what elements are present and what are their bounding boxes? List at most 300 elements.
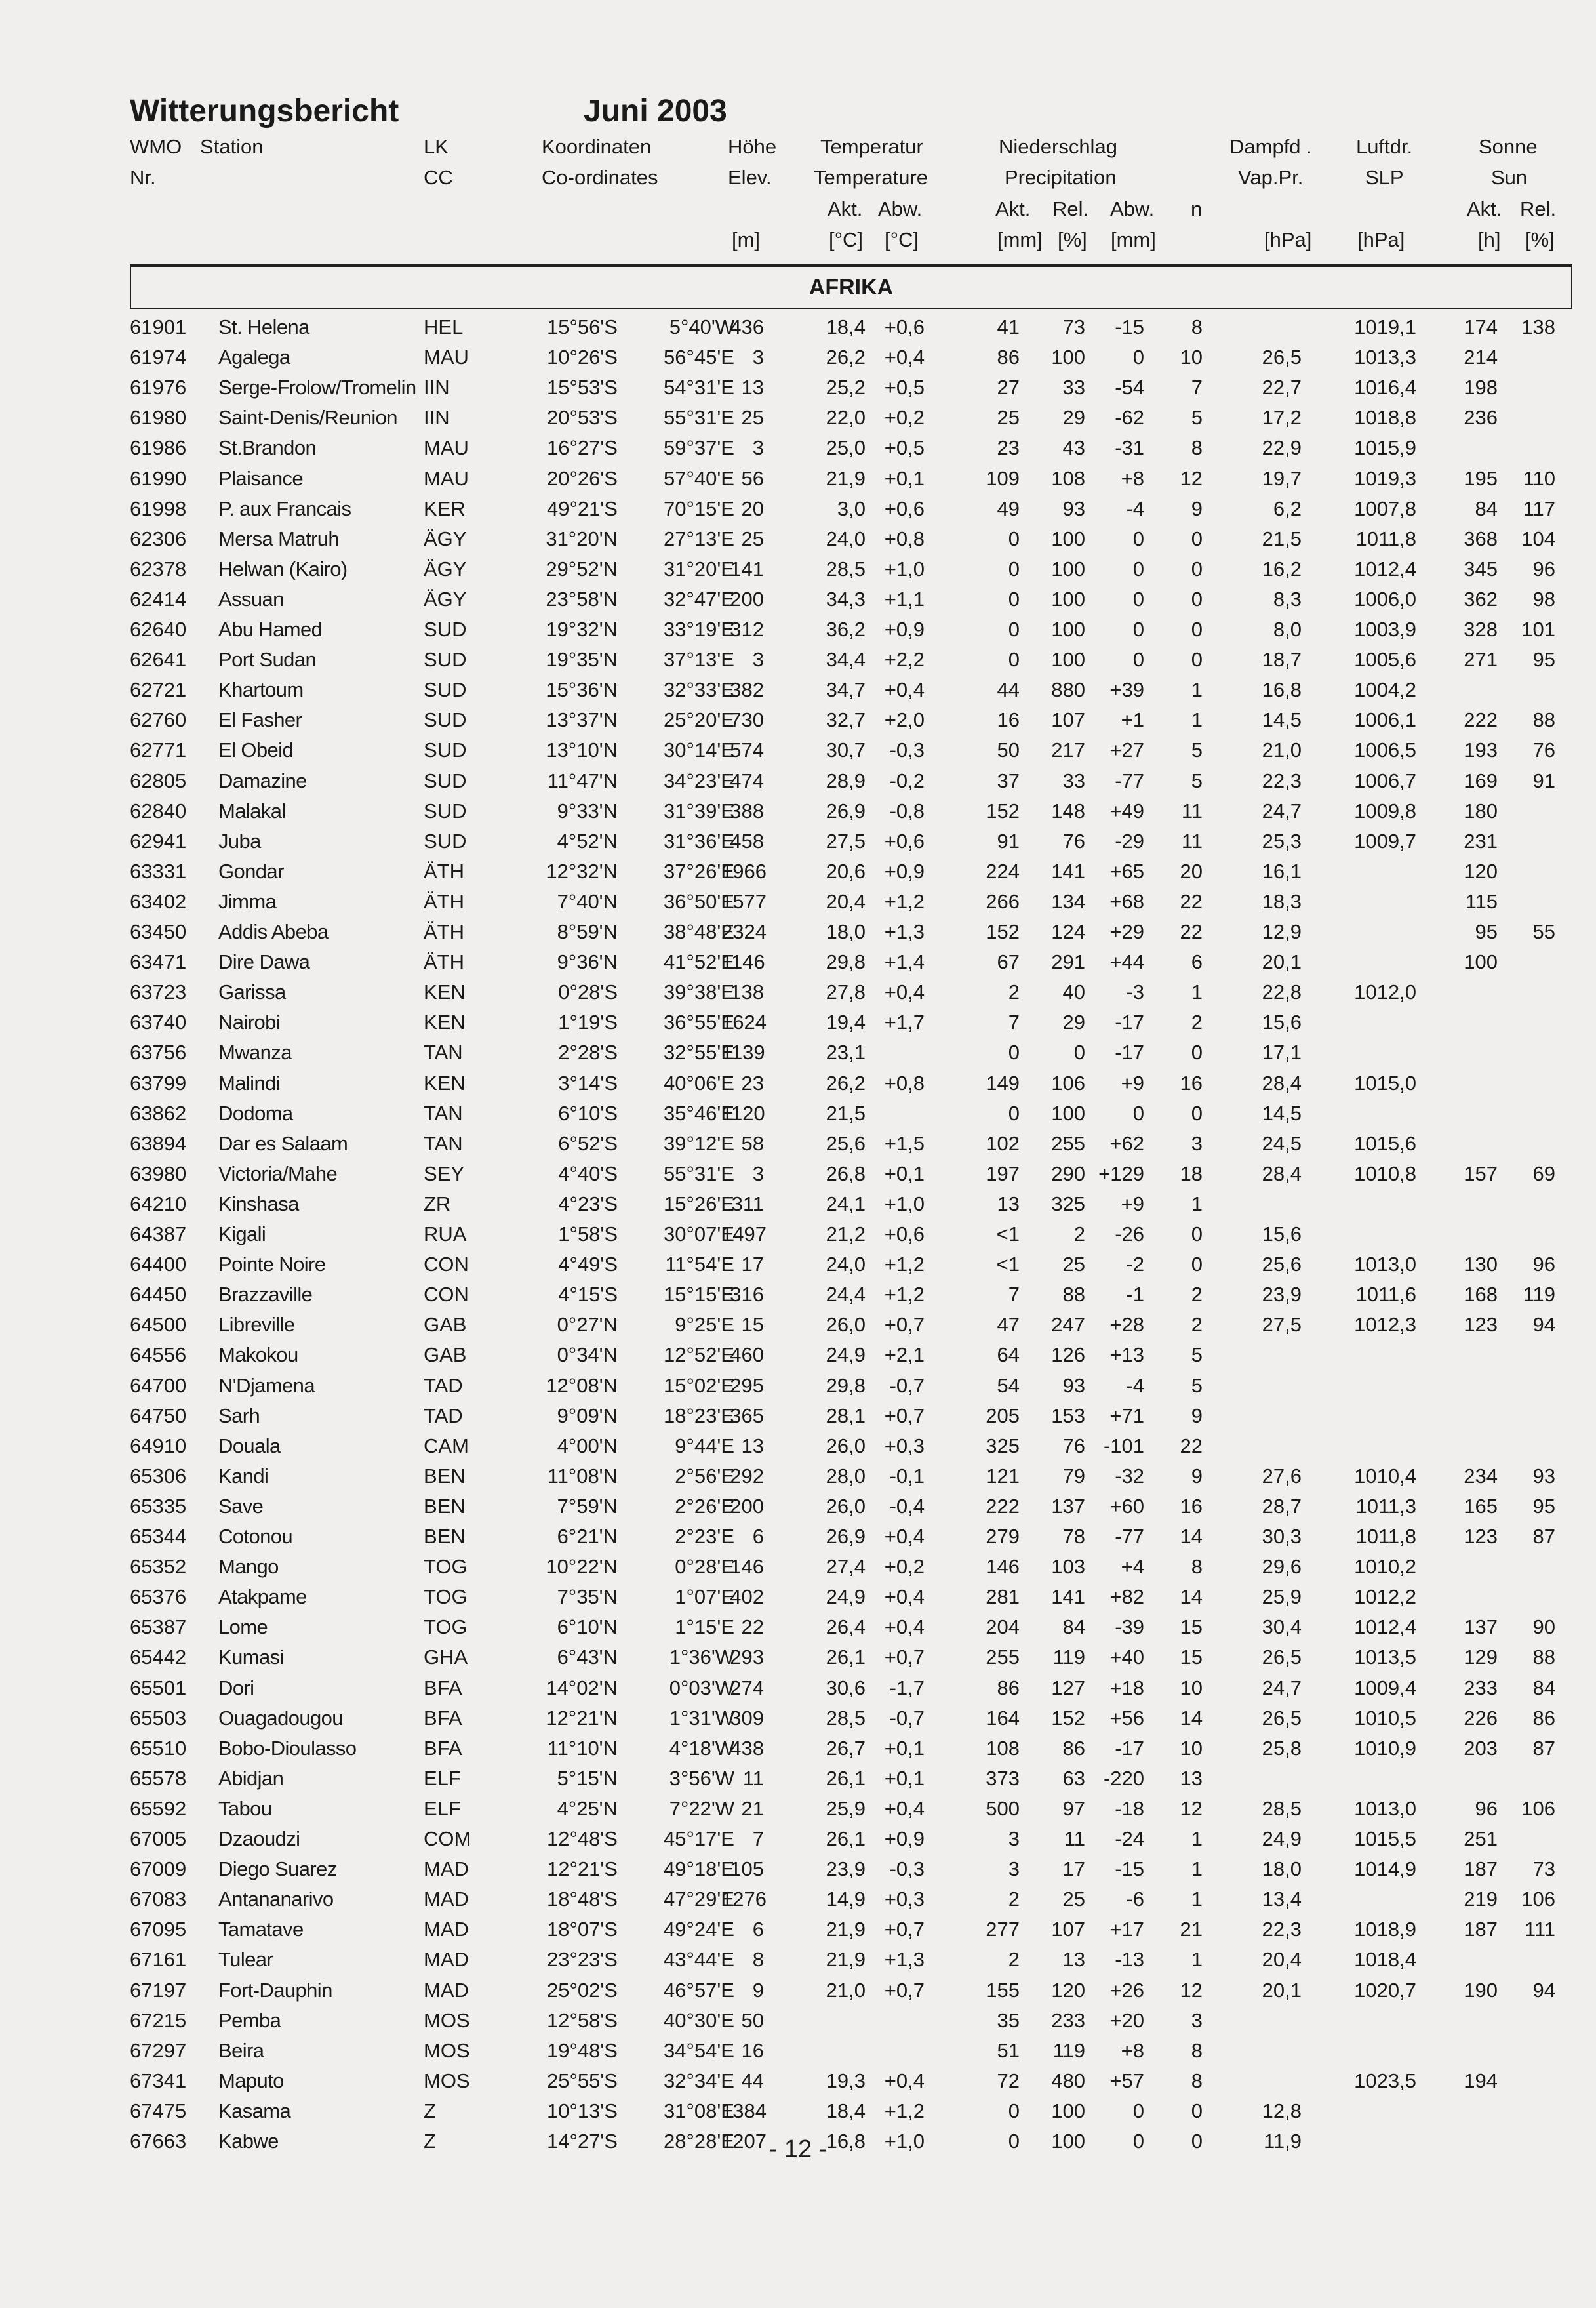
report-month: Juni 2003 [584, 94, 727, 129]
cell-latitude: 7°40'N [557, 889, 618, 913]
cell-temp-akt: 26,0 [826, 1434, 866, 1457]
cell-elevation: 402 [730, 1585, 764, 1609]
header-unit-vap: [hPa] [1264, 228, 1312, 251]
cell-country: Z [424, 2099, 436, 2122]
cell-wmo-nr: 61998 [130, 496, 187, 520]
cell-prec-rel: 40 [1062, 981, 1085, 1004]
cell-prec-days: 5 [1191, 739, 1203, 762]
cell-temp-abw: -0,2 [889, 769, 925, 792]
cell-prec-akt: 47 [997, 1313, 1020, 1337]
cell-temp-abw: -0,7 [889, 1373, 925, 1397]
cell-country: SUD [424, 678, 467, 702]
cell-station: Fort-Dauphin [218, 1978, 332, 2002]
cell-elevation: 1207 [721, 2130, 767, 2153]
cell-latitude: 25°02'S [547, 1978, 618, 2002]
cell-temp-abw: -0,8 [889, 799, 925, 822]
cell-wmo-nr: 62414 [130, 587, 187, 611]
cell-temp-abw: +1,2 [884, 889, 925, 913]
cell-country: TAN [424, 1101, 463, 1125]
cell-prec-akt: 72 [997, 2069, 1020, 2092]
cell-prec-rel: 25 [1062, 1888, 1085, 1911]
table-row [0, 2006, 1596, 2036]
header-sun: Sun [1491, 166, 1528, 189]
table-row [0, 554, 1596, 584]
table-row [0, 1310, 1596, 1340]
cell-wmo-nr: 67095 [130, 1918, 187, 1941]
table-row [0, 1401, 1596, 1431]
cell-wmo-nr: 64556 [130, 1343, 187, 1367]
table-row [0, 977, 1596, 1007]
cell-temp-akt: 27,5 [826, 829, 866, 853]
cell-prec-rel: 79 [1062, 1464, 1085, 1488]
cell-latitude: 12°32'N [546, 859, 618, 883]
cell-prec-rel: 126 [1051, 1343, 1085, 1367]
cell-prec-akt: 0 [1008, 1041, 1020, 1064]
cell-wmo-nr: 65306 [130, 1464, 187, 1488]
cell-wmo-nr: 63740 [130, 1011, 187, 1034]
cell-prec-abw: 0 [1132, 2099, 1144, 2122]
cell-country: GAB [424, 1313, 467, 1337]
cell-prec-abw: -4 [1126, 496, 1144, 520]
cell-longitude: 35°46'E [664, 1101, 734, 1125]
cell-latitude: 4°52'N [557, 829, 618, 853]
cell-prec-rel: 76 [1062, 1434, 1085, 1457]
cell-wmo-nr: 61901 [130, 315, 187, 338]
cell-latitude: 4°40'S [558, 1162, 618, 1185]
header-temperature: Temperature [814, 166, 928, 189]
cell-wmo-nr: 61986 [130, 436, 187, 460]
cell-prec-abw: +26 [1109, 1978, 1144, 2002]
cell-elevation: 13 [741, 1434, 764, 1457]
cell-temp-abw: +2,0 [884, 708, 925, 732]
cell-country: SUD [424, 618, 467, 641]
cell-latitude: 4°15'S [558, 1283, 618, 1306]
cell-longitude: 36°55'E [664, 1011, 734, 1034]
cell-prec-days: 5 [1191, 1373, 1203, 1397]
cell-prec-abw: +20 [1109, 2008, 1144, 2032]
cell-temp-akt: 26,0 [826, 1313, 866, 1337]
cell-station: Kigali [218, 1223, 266, 1245]
cell-prec-abw: +28 [1109, 1313, 1144, 1337]
cell-prec-rel: 88 [1062, 1283, 1085, 1306]
cell-prec-abw: +8 [1121, 2038, 1144, 2062]
cell-station: Addis Abeba [218, 920, 329, 943]
cell-prec-rel: 255 [1051, 1131, 1085, 1155]
cell-temp-akt: 24,0 [826, 1253, 866, 1276]
cell-temp-akt: 34,4 [826, 648, 866, 672]
cell-elevation: 1139 [721, 1041, 765, 1064]
cell-vap-pr: 15,6 [1262, 1011, 1302, 1034]
region-label: AFRIKA [808, 275, 894, 300]
cell-prec-rel: 148 [1051, 799, 1085, 822]
cell-vap-pr: 24,7 [1262, 799, 1302, 822]
cell-sun-akt: 168 [1464, 1283, 1498, 1306]
cell-temp-abw: +1,2 [884, 1253, 925, 1276]
cell-latitude: 11°10'N [547, 1736, 618, 1760]
cell-country: Z [424, 2130, 436, 2153]
cell-prec-days: 1 [1191, 708, 1203, 732]
cell-prec-abw: 0 [1132, 2130, 1144, 2153]
cell-country: COM [424, 1827, 471, 1850]
cell-latitude: 0°27'N [557, 1313, 618, 1337]
cell-temp-abw: +1,2 [884, 1283, 925, 1306]
cell-sun-akt: 174 [1464, 315, 1498, 338]
cell-wmo-nr: 63723 [130, 981, 187, 1004]
cell-prec-rel: 0 [1073, 1041, 1085, 1064]
header-unit-sun: [h] [1478, 228, 1501, 251]
cell-wmo-nr: 65501 [130, 1676, 187, 1699]
cell-latitude: 8°59'N [557, 920, 618, 943]
cell-sun-akt: 345 [1464, 557, 1498, 580]
cell-wmo-nr: 62840 [130, 799, 187, 822]
cell-longitude: 34°54'E [664, 2038, 734, 2062]
cell-station: Bobo-Dioulasso [218, 1736, 357, 1760]
cell-country: ÄGY [424, 527, 467, 550]
cell-longitude: 30°07'E [664, 1223, 734, 1245]
cell-sun-rel: 95 [1532, 648, 1555, 672]
header-prec-n: n [1191, 197, 1203, 220]
cell-prec-days: 2 [1191, 1011, 1203, 1034]
cell-wmo-nr: 65344 [130, 1525, 187, 1548]
cell-longitude: 37°26'E [664, 859, 734, 883]
header-unit-sun-rel: [%] [1525, 228, 1555, 251]
header-niederschlag: Niederschlag [999, 135, 1117, 158]
cell-temp-abw: +0,7 [884, 1978, 925, 2002]
cell-vap-pr: 8,0 [1273, 618, 1302, 641]
cell-longitude: 2°56'E [675, 1464, 734, 1488]
cell-temp-abw: +0,4 [884, 1525, 925, 1548]
cell-temp-abw: +0,8 [884, 1071, 925, 1095]
cell-prec-abw: +29 [1109, 920, 1144, 943]
cell-prec-abw: -220 [1103, 1766, 1144, 1790]
cell-station: Damazine [218, 769, 307, 792]
cell-prec-days: 20 [1180, 859, 1203, 883]
cell-temp-akt: 29,8 [826, 950, 866, 974]
cell-sun-akt: 214 [1464, 346, 1498, 369]
cell-prec-abw: +18 [1109, 1676, 1144, 1699]
cell-vap-pr: 15,6 [1262, 1223, 1302, 1245]
cell-elevation: 1966 [721, 859, 767, 883]
cell-prec-rel: 2 [1073, 1223, 1085, 1245]
cell-longitude: 45°17'E [664, 1827, 734, 1850]
cell-station: Mersa Matruh [218, 527, 340, 550]
table-row [0, 1733, 1596, 1764]
cell-latitude: 10°22'N [546, 1555, 618, 1579]
cell-wmo-nr: 67197 [130, 1978, 187, 2002]
cell-temp-akt: 19,3 [826, 2069, 866, 2092]
cell-longitude: 9°44'E [675, 1434, 734, 1457]
cell-elevation: 574 [730, 739, 764, 762]
table-row [0, 1854, 1596, 1884]
cell-sun-akt: 198 [1464, 376, 1498, 399]
cell-temp-abw: +0,9 [884, 859, 925, 883]
cell-temp-akt: 26,8 [826, 1162, 866, 1185]
table-row [0, 1461, 1596, 1491]
cell-prec-abw: -2 [1126, 1253, 1144, 1276]
cell-sun-akt: 187 [1464, 1857, 1498, 1881]
cell-country: SUD [424, 739, 467, 762]
cell-prec-akt: 0 [1008, 2130, 1020, 2153]
cell-longitude: 15°26'E [664, 1192, 734, 1215]
cell-longitude: 4°18'W [669, 1736, 734, 1760]
table-row [0, 1340, 1596, 1370]
cell-station: P. aux Francais [218, 496, 351, 520]
cell-prec-days: 1 [1191, 1857, 1203, 1881]
cell-prec-days: 6 [1191, 950, 1203, 974]
cell-longitude: 39°12'E [664, 1131, 734, 1155]
cell-country: CAM [424, 1434, 469, 1457]
cell-prec-days: 14 [1180, 1525, 1203, 1548]
cell-prec-akt: 222 [986, 1494, 1020, 1518]
cell-prec-days: 8 [1191, 315, 1203, 338]
cell-elevation: 22 [741, 1615, 764, 1639]
cell-country: ÄTH [424, 889, 464, 913]
cell-wmo-nr: 64387 [130, 1223, 187, 1245]
cell-prec-akt: 0 [1008, 648, 1020, 672]
cell-country: MAU [424, 436, 469, 460]
cell-temp-akt: 26,1 [826, 1766, 866, 1790]
cell-prec-rel: 325 [1051, 1192, 1085, 1215]
cell-station: St. Helena [218, 315, 309, 338]
cell-prec-rel: 78 [1062, 1525, 1085, 1548]
cell-latitude: 4°23'S [558, 1192, 618, 1215]
cell-longitude: 31°36'E [664, 829, 734, 853]
table-row [0, 1914, 1596, 1945]
cell-latitude: 14°27'S [547, 2130, 618, 2153]
cell-prec-akt: 54 [997, 1373, 1020, 1397]
cell-latitude: 7°35'N [557, 1585, 618, 1609]
cell-elevation: 292 [730, 1464, 764, 1488]
header-temp-abw: Abw. [878, 197, 923, 220]
cell-prec-akt: 49 [997, 496, 1020, 520]
cell-latitude: 29°52'N [546, 557, 618, 580]
table-row [0, 705, 1596, 735]
cell-temp-akt: 34,3 [826, 587, 866, 611]
cell-prec-abw: +27 [1109, 739, 1144, 762]
cell-temp-abw: +0,7 [884, 1313, 925, 1337]
header-luftdruck: Luftdr. [1356, 135, 1413, 158]
cell-elevation: 2324 [721, 920, 767, 943]
table-row [0, 1794, 1596, 1824]
cell-temp-abw: +1,4 [884, 950, 925, 974]
cell-station: Khartoum [218, 678, 304, 702]
cell-vap-pr: 22,8 [1262, 981, 1302, 1004]
cell-country: MAD [424, 1948, 469, 1972]
cell-temp-abw: -0,7 [889, 1706, 925, 1730]
cell-wmo-nr: 64910 [130, 1434, 187, 1457]
table-row [0, 1673, 1596, 1703]
cell-prec-rel: 84 [1062, 1615, 1085, 1639]
cell-prec-akt: 277 [986, 1918, 1020, 1941]
table-row [0, 796, 1596, 826]
cell-sun-rel: 88 [1532, 708, 1555, 732]
cell-prec-abw: -15 [1115, 315, 1144, 338]
cell-vap-pr: 28,4 [1262, 1162, 1302, 1185]
cell-prec-rel: 880 [1051, 678, 1085, 702]
cell-station: Agalega [218, 346, 290, 369]
cell-prec-days: 14 [1180, 1585, 1203, 1609]
cell-longitude: 12°52'E [664, 1343, 734, 1367]
cell-prec-days: 1 [1191, 678, 1203, 702]
cell-country: RUA [424, 1223, 467, 1245]
cell-vap-pr: 28,5 [1262, 1796, 1302, 1820]
cell-station: Maputo [218, 2069, 284, 2092]
cell-sun-rel: 117 [1523, 496, 1555, 520]
cell-sun-akt: 96 [1475, 1796, 1498, 1820]
cell-prec-days: 1 [1191, 1827, 1203, 1850]
cell-prec-abw: +1 [1121, 708, 1144, 732]
cell-prec-rel: 290 [1051, 1162, 1085, 1185]
cell-prec-abw: +68 [1109, 889, 1144, 913]
cell-prec-akt: 2 [1008, 1888, 1020, 1911]
cell-station: Malindi [218, 1071, 281, 1095]
cell-vap-pr: 16,2 [1262, 557, 1302, 580]
cell-prec-akt: 205 [986, 1404, 1020, 1427]
cell-slp: 1015,5 [1354, 1827, 1416, 1850]
cell-longitude: 30°14'E [664, 739, 734, 762]
cell-prec-rel: 480 [1051, 2069, 1085, 2092]
cell-prec-days: 18 [1180, 1162, 1203, 1185]
cell-temp-akt: 21,9 [826, 1948, 866, 1972]
cell-prec-akt: 16 [997, 708, 1020, 732]
cell-prec-akt: 2 [1008, 1948, 1020, 1972]
cell-elevation: 309 [730, 1706, 764, 1730]
cell-prec-days: 22 [1180, 920, 1203, 943]
cell-temp-akt: 23,1 [826, 1041, 866, 1064]
cell-temp-akt: 26,1 [826, 1827, 866, 1850]
cell-elevation: 20 [741, 496, 764, 520]
cell-prec-abw: +71 [1109, 1404, 1144, 1427]
cell-temp-abw: +0,8 [884, 527, 925, 550]
cell-prec-days: 8 [1191, 2038, 1203, 2062]
cell-prec-days: 12 [1180, 1978, 1203, 2002]
cell-country: TOG [424, 1555, 468, 1579]
cell-slp: 1006,7 [1354, 769, 1416, 792]
cell-vap-pr: 14,5 [1262, 1101, 1302, 1125]
cell-longitude: 34°23'E [664, 769, 734, 792]
cell-prec-days: 0 [1191, 2099, 1203, 2122]
cell-longitude: 25°20'E [664, 708, 734, 732]
cell-prec-akt: 204 [986, 1615, 1020, 1639]
cell-country: SUD [424, 648, 467, 672]
cell-country: MAU [424, 346, 469, 369]
cell-slp: 1009,7 [1354, 829, 1416, 853]
cell-prec-rel: 29 [1062, 406, 1085, 430]
cell-temp-akt: 36,2 [826, 618, 866, 641]
cell-prec-days: 8 [1191, 436, 1203, 460]
cell-temp-akt: 24,1 [826, 1192, 866, 1215]
cell-elevation: 8 [752, 1948, 764, 1972]
cell-prec-abw: +39 [1109, 678, 1144, 702]
cell-latitude: 16°27'S [547, 436, 618, 460]
cell-temp-abw: +0,2 [884, 1555, 925, 1579]
table-row [0, 826, 1596, 857]
cell-country: MOS [424, 2008, 470, 2032]
cell-sun-akt: 195 [1464, 466, 1498, 490]
table-row [0, 312, 1596, 342]
header-unit-prec-abw: [mm] [1111, 228, 1156, 251]
cell-prec-rel: 13 [1062, 1948, 1085, 1972]
table-row [0, 1552, 1596, 1582]
cell-sun-akt: 231 [1464, 829, 1498, 853]
cell-country: ÄTH [424, 950, 464, 974]
cell-sun-akt: 203 [1464, 1736, 1498, 1760]
cell-country: GHA [424, 1646, 468, 1669]
cell-wmo-nr: 62640 [130, 618, 187, 641]
cell-prec-akt: 64 [997, 1343, 1020, 1367]
cell-station: Mango [218, 1555, 279, 1579]
cell-sun-rel: 86 [1532, 1706, 1555, 1730]
cell-prec-rel: 134 [1051, 889, 1085, 913]
cell-wmo-nr: 65503 [130, 1706, 187, 1730]
cell-prec-days: 1 [1191, 1888, 1203, 1911]
table-row [0, 1582, 1596, 1612]
cell-latitude: 11°47'N [547, 769, 618, 792]
cell-vap-pr: 6,2 [1273, 496, 1302, 520]
cell-wmo-nr: 67215 [130, 2008, 187, 2032]
table-row [0, 524, 1596, 554]
cell-elevation: 1120 [721, 1101, 765, 1125]
table-row [0, 1189, 1596, 1219]
cell-prec-abw: -6 [1126, 1888, 1144, 1911]
cell-vap-pr: 18,0 [1262, 1857, 1302, 1881]
cell-sun-akt: 115 [1465, 889, 1498, 913]
cell-longitude: 54°31'E [664, 376, 734, 399]
table-row [0, 1491, 1596, 1522]
cell-prec-akt: 7 [1008, 1283, 1020, 1306]
cell-temp-abw: +1,3 [884, 920, 925, 943]
cell-country: MAU [424, 466, 469, 490]
cell-latitude: 2°28'S [558, 1041, 618, 1064]
cell-temp-akt: 20,4 [826, 889, 866, 913]
cell-prec-rel: 63 [1062, 1766, 1085, 1790]
cell-prec-rel: 17 [1062, 1857, 1085, 1881]
header-temp-akt: Akt. [828, 197, 863, 220]
cell-temp-abw: +0,1 [884, 1766, 925, 1790]
cell-sun-rel: 98 [1532, 587, 1555, 611]
cell-elevation: 200 [730, 1494, 764, 1518]
table-row [0, 1824, 1596, 1854]
cell-station: Cotonou [218, 1525, 293, 1548]
cell-prec-abw: 0 [1132, 618, 1144, 641]
cell-vap-pr: 27,6 [1262, 1464, 1302, 1488]
cell-latitude: 13°37'N [546, 708, 618, 732]
cell-country: KEN [424, 981, 466, 1004]
cell-prec-akt: 44 [997, 678, 1020, 702]
cell-prec-days: 0 [1191, 1041, 1203, 1064]
cell-longitude: 1°15'E [675, 1615, 734, 1639]
cell-longitude: 9°25'E [675, 1313, 734, 1337]
cell-sun-rel: 69 [1532, 1162, 1555, 1185]
cell-temp-akt: 20,6 [826, 859, 866, 883]
cell-latitude: 19°48'S [547, 2038, 618, 2062]
cell-country: ELF [424, 1766, 461, 1790]
cell-slp: 1012,4 [1354, 1615, 1416, 1639]
cell-slp: 1013,5 [1354, 1646, 1416, 1669]
cell-prec-days: 15 [1180, 1615, 1203, 1639]
cell-prec-akt: 2 [1008, 981, 1020, 1004]
cell-prec-akt: 197 [986, 1162, 1020, 1185]
cell-slp: 1013,3 [1354, 346, 1416, 369]
cell-latitude: 9°33'N [557, 799, 618, 822]
cell-station: Diego Suarez [218, 1857, 337, 1881]
cell-station: Helwan (Kairo) [218, 557, 348, 580]
cell-elevation: 3 [752, 648, 764, 672]
cell-slp: 1012,2 [1354, 1585, 1416, 1609]
cell-slp: 1014,9 [1354, 1857, 1416, 1881]
cell-vap-pr: 22,3 [1262, 1918, 1302, 1941]
cell-wmo-nr: 67083 [130, 1888, 187, 1911]
